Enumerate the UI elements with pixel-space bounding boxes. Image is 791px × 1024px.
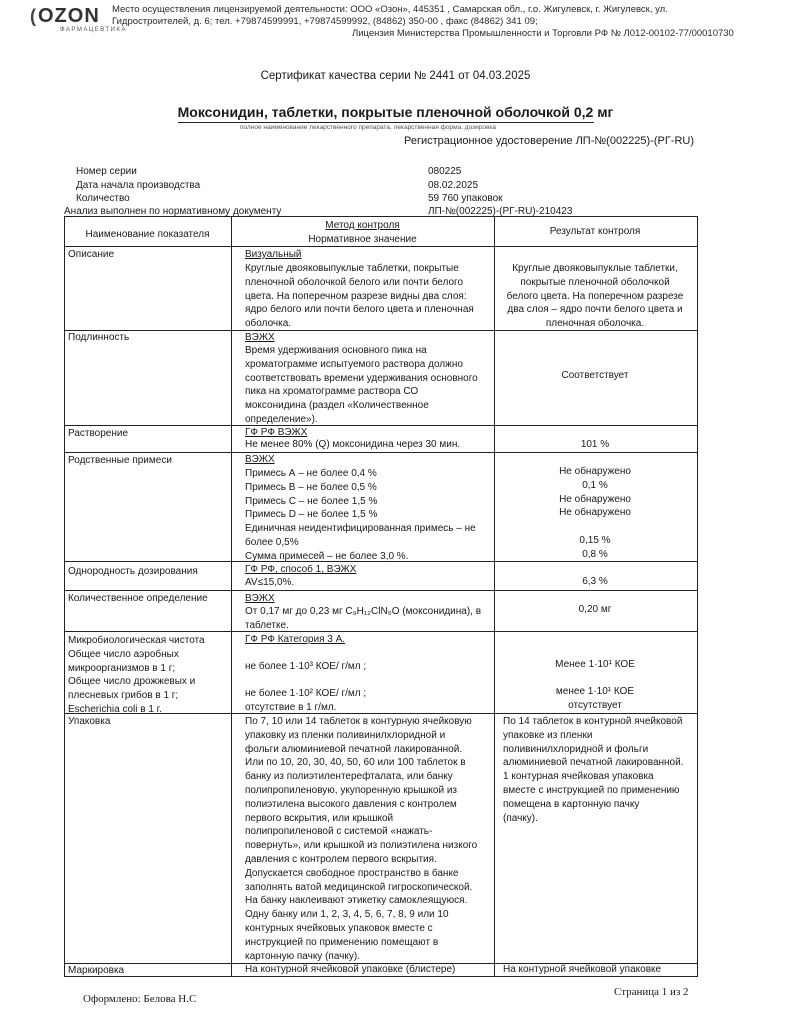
result-line: покрытые пленочной оболочкой	[520, 276, 670, 288]
footer-prepared-by: Оформлено: Белова Н.С	[83, 993, 197, 1005]
meta-value-quantity: 59 760 упаковок	[428, 193, 503, 204]
product-title: Моксонидин, таблетки, покрытые пленочной оболочкой 0,2 мг	[177, 104, 614, 120]
norm-line: банку из полиэтилентерефталата, или банку	[245, 771, 453, 783]
footer-page-number: Страница 1 из 2	[614, 986, 689, 998]
norm-line: полипропиленовой с системой «нажать-	[245, 826, 433, 838]
micro-label: Общее число дрожжевых и	[68, 676, 196, 688]
row-result-assay: 0,20 мг	[578, 604, 612, 615]
company-logo: (OZON ФАРМАЦЕВТИКА	[30, 5, 127, 33]
impurity-result: 0,8 %	[582, 548, 608, 560]
row-result-identity: Соответствует	[561, 370, 629, 381]
row-norm-impurities	[245, 467, 495, 564]
norm-line: полиэтилена высокого давления с контролем	[245, 798, 457, 810]
registration-certificate: Регистрационное удостоверение ЛП-№(002225)-(РГ-RU)	[404, 135, 695, 147]
norm-line: Допускается свободное пространство в банке	[245, 867, 459, 879]
certificate-title: Сертификат качества серии № 2441 от 04.03.2025	[260, 70, 531, 82]
row-norm-packaging	[245, 715, 495, 963]
norm-line: цвета. На поперечном разрезе видны два слоя:	[245, 290, 467, 302]
row-result-packaging	[503, 715, 690, 825]
meta-value-norm-doc: ЛП-№(002225)-(РГ-RU)-210423	[428, 206, 573, 217]
micro-label: Escherichia coli в 1 г.	[68, 703, 162, 715]
meta-value-series: 080225	[428, 166, 462, 177]
norm-line: полипропиленовую, укупоренную крышкой из	[245, 784, 457, 796]
row-norm-marking: На контурной ячейковой упаковке (блистере)	[245, 964, 456, 975]
impurity-result: Не обнаружено	[559, 507, 631, 519]
result-line: белого цвета. На поперечном разрезе	[506, 290, 684, 302]
impurity-norm: Примесь С – не более 1,5 %	[245, 495, 378, 507]
micro-label: Общее число аэробных	[68, 648, 179, 660]
impurity-result	[500, 520, 690, 534]
norm-line: инструкцией по применению помещают в	[245, 936, 439, 948]
row-norm-dissolution: Не менее 80% (Q) моксонидина через 30 мин.	[245, 439, 461, 450]
col-header-result: Результат контроля	[549, 226, 641, 237]
row-divider	[64, 590, 698, 591]
norm-line: хроматограмме испытуемого раствора должно	[245, 358, 463, 370]
table-bottom-border	[64, 976, 698, 977]
row-name-dissolution: Растворение	[68, 428, 129, 439]
norm-line: Одну банку или 1, 2, 3, 4, 5, 6, 7, 8, 9 или 10	[245, 909, 449, 921]
norm-line: На банку наклеивают этикетку самоклеящуюся.	[245, 895, 468, 907]
meta-value-production-date: 08.02.2025	[428, 180, 479, 191]
impurity-norm: Сумма примесей – не более 3,0 %.	[245, 550, 409, 562]
result-line: пленочная оболочка.	[545, 318, 645, 330]
row-norm-micro-aerobic: не более 1·10³ КОЕ/ г/мл ;	[245, 661, 367, 672]
row-norm-assay	[245, 605, 495, 633]
meta-label-quantity: Количество	[76, 193, 130, 204]
row-result-micro-yeast: менее 1·10¹ КОЕ	[555, 686, 635, 697]
micro-label: плесневых грибов в 1 г;	[68, 690, 179, 702]
col-header-method: Метод контроля	[325, 220, 400, 231]
result-line: Круглые двояковыпуклые таблетки,	[512, 263, 678, 274]
row-method-impurities: ВЭЖХ	[245, 454, 275, 465]
meta-label-series: Номер серии	[76, 166, 137, 177]
logo-text: OZON	[38, 5, 100, 27]
row-name-packaging: Упаковка	[68, 716, 111, 727]
row-result-description	[500, 262, 690, 331]
result-line: 1 контурная ячейковая упаковка	[503, 771, 654, 783]
norm-line: соответствовать времени удерживания основного	[245, 372, 478, 384]
result-line: алюминиевой печатной лакированной.	[503, 757, 684, 769]
header-address-line-1: Место осуществления лицензируемой деятельности: ООО «Озон», 445351 , Самарская обл., г.о. Жигулевск, г. Жигулевск, ул.	[112, 4, 668, 15]
row-name-uniformity: Однородность дозирования	[68, 566, 198, 577]
row-result-marking: На контурной ячейковой упаковке	[503, 964, 662, 975]
norm-line: Круглые двояковыпуклые таблетки, покрытые	[245, 263, 459, 274]
row-name-impurities: Родственные примеси	[68, 455, 172, 466]
result-line: поливинилхлоридной и фольги	[503, 743, 649, 755]
row-name-micro	[68, 634, 228, 717]
impurity-norm: более 0,5%	[245, 536, 299, 548]
impurity-result: 0,1 %	[582, 479, 608, 491]
result-line: два слоя – ядро почти белого цвета и	[507, 304, 683, 316]
impurity-norm: Примесь В – не более 0,5 %	[245, 481, 377, 493]
row-divider	[64, 246, 698, 247]
row-name-description: Описание	[68, 249, 115, 260]
col-header-norm: Нормативное значение	[308, 234, 417, 245]
meta-label-production-date: Дата начала производства	[76, 180, 201, 191]
result-line: (пачку).	[503, 812, 538, 824]
row-method-identity: ВЭЖХ	[245, 332, 275, 343]
norm-line: оболочка.	[245, 318, 292, 330]
norm-line: давления с контролем первого вскрытия.	[245, 853, 437, 865]
row-result-uniformity: 6,3 %	[582, 576, 608, 587]
row-method-description: Визуальный	[245, 249, 302, 260]
row-method-dissolution: ГФ РФ ВЭЖХ	[245, 427, 308, 438]
row-norm-identity	[245, 344, 495, 427]
norm-line: По 7, 10 или 14 таблеток в контурную ячейковую	[245, 716, 472, 727]
row-method-assay: ВЭЖХ	[245, 593, 275, 604]
result-line: вместе с инструкцией по применению	[503, 784, 680, 796]
norm-line: пленочной оболочкой белого или почти белого	[245, 276, 464, 288]
norm-line: картонную пачку (пачку).	[245, 950, 360, 962]
col-header-name: Наименование показателя	[85, 229, 210, 240]
title-underline	[178, 122, 594, 123]
row-norm-uniformity: AV≤15,0%.	[245, 577, 295, 588]
table-top-border	[64, 216, 698, 217]
impurity-result: 0,15 %	[579, 534, 611, 546]
norm-line: повернуть», или крышкой из полиэтилена низкого	[245, 840, 478, 852]
micro-label: Микробиологическая чистота	[68, 635, 205, 646]
header-address-line-2: Гидростроителей, д. 6; тел. +79874599991, +79874599992, (84862) 350-00 , факс (84862) 341 09;	[112, 16, 538, 27]
product-title-note: полное наименование лекарственного препарата, лекарственная форма, дозировка	[240, 124, 497, 131]
row-name-assay: Количественное определение	[68, 593, 208, 604]
norm-line: От 0,17 мг до 0,23 мг C₉H₁₂ClN₅O (моксонидина), в	[245, 606, 482, 617]
result-line: По 14 таблеток в контурной ячейковой	[503, 716, 683, 727]
row-result-impurities	[500, 465, 690, 562]
result-line: упаковке из пленки	[503, 729, 593, 741]
micro-label: микроорганизмов в 1 г;	[68, 662, 176, 674]
row-name-marking: Маркировка	[68, 965, 125, 976]
impurity-norm: Единичная неидентифицированная примесь – не	[245, 523, 476, 535]
impurity-result: Не обнаружено	[559, 493, 631, 505]
norm-line: моксонидина (раздел «Количественное	[245, 400, 429, 412]
meta-label-norm-doc: Анализ выполнен по нормативному документу	[64, 206, 282, 217]
norm-line: таблетке.	[245, 619, 289, 631]
norm-line: заполнять ватой медицинской гигроскопической.	[245, 881, 473, 893]
norm-line: контурных ячейковых упаковок вместе с	[245, 922, 433, 934]
norm-line: ядро белого или почти белого цвета и пленочная	[245, 304, 474, 316]
row-name-identity: Подлинность	[68, 332, 130, 343]
logo-subtitle: ФАРМАЦЕВТИКА	[60, 27, 127, 33]
norm-line: первого вскрытия, или крышкой	[245, 812, 394, 824]
norm-line: пика на хроматограмме раствора СО	[245, 386, 419, 398]
norm-line: Время удерживания основного пика на	[245, 345, 427, 356]
row-result-micro-ecoli: отсутствует	[568, 700, 622, 711]
row-result-dissolution: 101 %	[580, 439, 610, 450]
impurity-norm: Примесь А – не более 0,4 %	[245, 468, 377, 479]
result-line: помещена в картонную пачку	[503, 798, 640, 810]
row-method-micro: ГФ РФ Категория 3 А.	[245, 634, 346, 645]
header-license-line: Лицензия Министерства Промышленности и Торговли РФ № Л012-00102-77/00010730	[352, 28, 734, 39]
norm-line: Или по 10, 20, 30, 40, 50, 60 или 100 таблеток в	[245, 757, 466, 769]
row-norm-micro-yeast: не более 1·10² КОЕ/ г/мл ;	[245, 688, 367, 699]
impurity-norm: Примесь D – не более 1,5 %	[245, 509, 378, 521]
impurity-result: Не обнаружено	[559, 466, 631, 477]
row-norm-micro-ecoli: отсутствие в 1 г/мл.	[245, 702, 337, 713]
row-norm-description	[245, 262, 495, 331]
norm-line: упаковку из пленки поливинилхлоридной и	[245, 729, 446, 741]
row-divider	[64, 452, 698, 453]
row-result-micro-aerobic: Менее 1·10¹ КОЕ	[555, 659, 635, 670]
norm-line: определение»).	[245, 413, 318, 425]
row-method-uniformity: ГФ РФ, способ 1, ВЭЖХ	[245, 564, 357, 575]
norm-line: фольги алюминиевой печатной лакированной.	[245, 743, 463, 755]
